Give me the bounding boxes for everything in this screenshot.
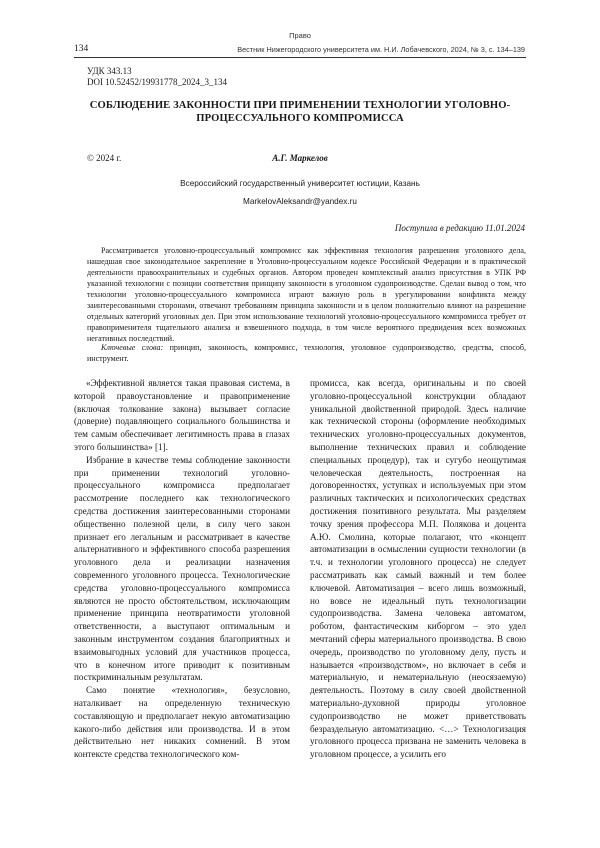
article-identifiers xyxy=(87,66,227,88)
body-column-right xyxy=(310,377,526,761)
body-paragraph: промисса, как всегда, оригинальны и по своей уголовно-процессуальной конструкции обладают уникальной двойственной природой. Здесь наличие как технической стороны (оформление необходимых технических уголовно-процессуальных документов, выполнение технических правил и соблюдение специальных процедур), так и сугубо неощутимая человеческая деятельность, построенная на договоренностях, уступках и используемых при этом различных тактических и психологических средствах достижения позитивного результата. Мы разделяем точку зрения профессора М.П. Полякова и доцента А.Ю. Смолина, которые полагают, что «концепт автоматизации в осмыслении сущности технологии (в т.ч. и технологии уголовного процесса) не следует рассматривать как самый важный и тем более ключевой. Автоматизация – всего лишь возможный, но вовсе не идеальный путь технологизации судопроизводства. Замена человека автоматом, роботом, фантастическим киборгом – это удел мечтаний сферы материального производства. В свою очередь, производство по уголовному делу, пусть и называется «производством», но включает в себя и материальную, и нематериальную (неосязаемую) деятельность. Поэтому в силу своей двойственной материально-духовной природы уголовное судопроизводство не может приветствовать безраздельную автоматизацию. <…> Технологизация уголовного процесса призвана не заменить человека в уголовном процессе, а усилить его xyxy=(310,378,526,760)
header-divider xyxy=(74,57,526,58)
doi: DOI 10.52452/19931778_2024_3_134 xyxy=(87,77,227,87)
keywords-label: Ключевые слова: xyxy=(101,343,164,352)
article-title: СОБЛЮДЕНИЕ ЗАКОННОСТИ ПРИ ПРИМЕНЕНИИ ТЕХНОЛОГИИ УГОЛОВНО-ПРОЦЕССУАЛЬНОГО КОМПРОМИССА xyxy=(89,100,511,124)
author-affiliation: Всероссийский государственный университет юстиции, Казань xyxy=(180,179,420,188)
copyright-year: © 2024 г. xyxy=(87,153,122,163)
page-number: 134 xyxy=(74,44,89,54)
author-email: MarkelovAleksandr@yandex.ru xyxy=(243,197,357,206)
body-paragraph: Само понятие «технология», безусловно, наталкивает на определенную техническую составляющую и предполагает некую автоматизацию какого-либо действия или производства. И в этом действительно нет никаких сомнений. В этом контексте средства технологического ком- xyxy=(74,685,290,760)
body-paragraph: Избрание в качестве темы соблюдение законности при применении технологий уголовно-процессуального компромисса предполагает рассмотрение последнего как технологического средства достижения заинтересованными сторонами общественно полезной цели, в силу чего закон признает его легальным и рассматривает в качестве альтернативного и эффективного способа разрешения уголовного дела и реализации назначения современного уголовного процесса. Технологические средства уголовно-процессуального компромисса являются не просто обстоятельством, исключающим применение принципа неотвратимости уголовной ответственности, а выступают оптимальным и законным инструментом создания благоприятных и взаимовыгодных условий для участников процесса, что в конечном итоге приводит к позитивным посткриминальным результатам. xyxy=(74,454,290,683)
abstract: Рассматривается уголовно-процессуальный компромисс как эффективная технология разрешения уголовного дела, нашедшая свое законодательное закрепление в Уголовно-процессуальном кодексе Российской Федерации и в практической деятельности правоохранительных и судебных органов. Автором проведен комплексный анализ присутствия в УПК РФ указанной технологии с позиции соответствия принципу законности в уголовном судопроизводстве. Сделан вывод о том, что технологии уголовно-процессуального компромисса играют важную роль в урегулировании конфликта между заинтересованными сторонами, отвечают требованиям принципа законности и в целом положительно влияют на разрешение отдельных категорий уголовных дел. При этом использование технологий уголовно-процессуального компромисса требует от правоприменителя тщательного анализа и взвешенного подхода, в том числе вероятного предвидения всех возможных негативных последствий. xyxy=(87,246,526,343)
journal-citation: Вестник Нижегородского университета им. Н.И. Лобачевского, 2024, № 3, с. 134–139 xyxy=(237,45,525,54)
keywords-list: принцип, законность, компромисс, технология, уголовное судопроизводство, средства, способ, инструмент. xyxy=(87,343,527,363)
author-name: А.Г. Маркелов xyxy=(272,153,328,163)
section-rubric: Право xyxy=(289,31,311,40)
received-date: Поступила в редакцию 11.01.2024 xyxy=(394,223,525,233)
body-column-left xyxy=(74,377,290,761)
udk-code: УДК 343.13 xyxy=(87,66,132,76)
keywords xyxy=(87,342,526,364)
body-paragraph: «Эффективной является такая правовая система, в которой правоустановление и правоприменение (включая толкование закона) вызывает согласие (доверие) подавляющего социального большинства и тем самым обеспечивает легитимность права в глазах этого большинства» [1]. xyxy=(74,378,290,452)
